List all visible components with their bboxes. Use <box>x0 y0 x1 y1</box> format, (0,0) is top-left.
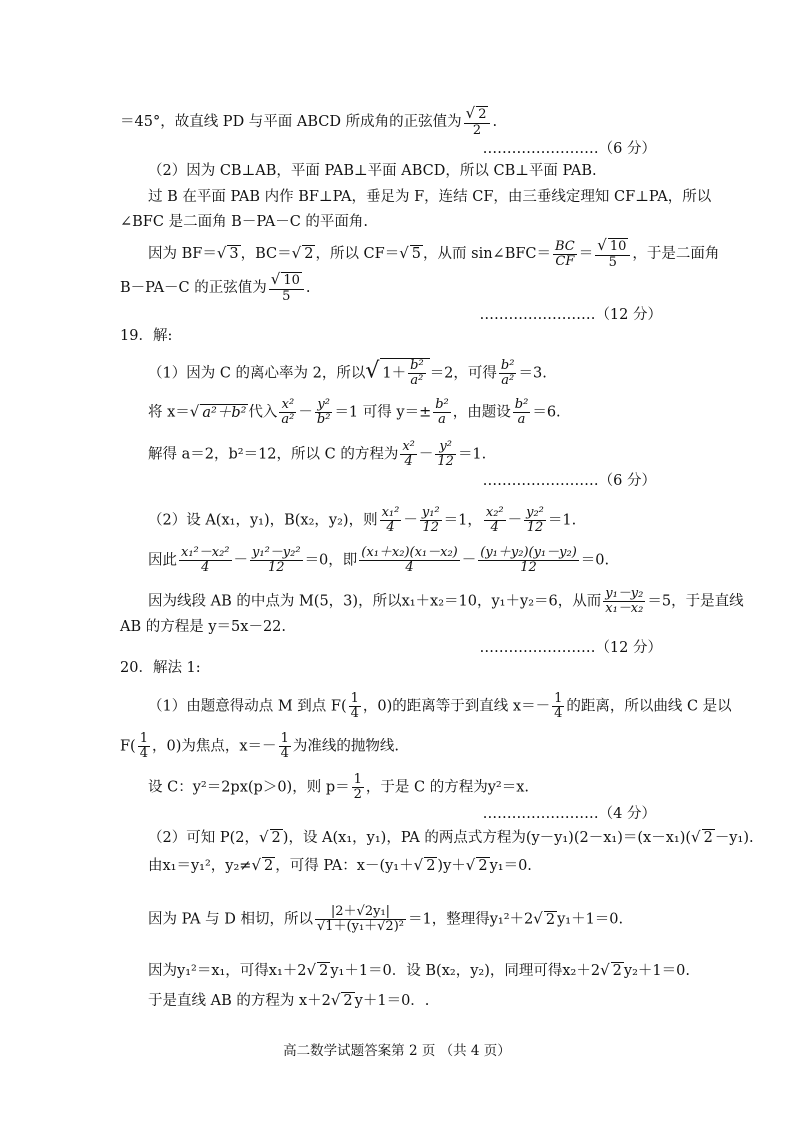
denominator: 12 <box>526 520 544 535</box>
p20-line-1 <box>148 692 732 721</box>
denominator: x₁－x₂ <box>605 601 644 616</box>
fraction <box>513 398 531 427</box>
numerator: 1 <box>554 691 563 706</box>
text: 因为线段 AB 的中点为 M(5，3)，所以x₁＋x₂＝10，y₁＋y₂＝6，从而 <box>148 593 602 610</box>
text: － <box>403 512 418 529</box>
fraction <box>478 546 579 575</box>
text: ＝2，可得 <box>429 365 497 382</box>
p20-line-4: （2）可知 P(2，√ 2 )，设 A(x₁，y₁)，PA 的两点式方程为(y－y₁)(2－x₁)＝(x－x₁)(√ 2 －y₁). <box>148 828 754 846</box>
text: （1）因为 C 的离心率为 2，所以 <box>148 365 366 382</box>
sqrt: 2 <box>271 830 281 846</box>
numerator: y₂² <box>526 505 544 520</box>
sqrt: 2 <box>478 107 487 122</box>
denominator: a <box>517 412 526 427</box>
text: － <box>233 552 249 569</box>
fraction <box>435 440 456 469</box>
numerator: y² <box>435 440 456 455</box>
numerator: b² <box>410 358 424 373</box>
fraction <box>315 398 333 427</box>
text: 1＋ <box>382 365 407 382</box>
text: （2）可知 P(2， <box>148 830 259 846</box>
text: ，由题设 <box>452 404 511 421</box>
fraction <box>359 546 459 575</box>
text: 为准线的抛物线. <box>292 738 399 755</box>
sqrt <box>380 358 429 388</box>
numerator: b² <box>500 358 515 373</box>
text: y₁＋1＝0. <box>557 911 624 928</box>
p18-line-1: ＝45°，故直线 PD 与平面 ABCD 所成角的正弦值为 $\frac{√ 2}{2}$ . <box>120 104 498 138</box>
numerator: BC <box>555 238 575 254</box>
text: y₂＋1＝0. <box>623 963 690 979</box>
text: 将 x＝ <box>148 404 190 421</box>
sqrt: 2 <box>426 858 436 874</box>
denominator: 12 <box>268 560 285 575</box>
text: ＝3. <box>518 365 547 382</box>
denominator: 4 <box>350 706 359 721</box>
numerator: y₁²－y₂² <box>252 545 301 560</box>
text: ＝6. <box>532 404 561 421</box>
p20-heading: 20．解法 1: <box>120 660 201 676</box>
text: ，0)为焦点，x＝－ <box>152 738 277 755</box>
denominator: √1＋(y₁＋√2)² <box>316 919 404 934</box>
fraction <box>250 546 303 575</box>
denominator: b² <box>316 412 331 427</box>
fraction <box>179 546 232 575</box>
text: 设 C：y²＝2px(p＞0)，则 p＝ <box>148 779 350 796</box>
denominator: a² <box>410 373 424 388</box>
text: ＝5，于是直线 <box>647 593 744 610</box>
text: y＋1＝0．. <box>354 993 430 1009</box>
fraction <box>408 359 426 388</box>
p18-line-2: （2）因为 CB⊥AB，平面 PAB⊥平面 ABCD，所以 CB⊥平面 PAB. <box>148 163 597 179</box>
sqrt: 10 <box>609 239 627 254</box>
numerator: x₂² <box>485 505 504 520</box>
numerator: b² <box>435 397 449 412</box>
text: . <box>305 280 311 296</box>
fraction <box>352 773 364 802</box>
p20-line-6: 因为 PA 与 D 相切，所以 $\frac{\text{|2＋√2y₁|}}{\text{√1＋(y₁＋√2)²}}$ ＝1，整理得y₁²＋2√ 2 y₁＋1＝0. <box>148 904 624 934</box>
sqrt: 2 <box>478 858 488 874</box>
numerator: 1 <box>280 731 289 746</box>
sqrt: a²＋b² <box>202 404 247 421</box>
text: ＝45°，故直线 PD 与平面 ABCD 所成角的正弦值为 <box>120 114 462 130</box>
fraction: $\frac{√ 10}{5}$ <box>269 272 304 304</box>
score-4: ……………………（4 分） <box>482 806 656 822</box>
denominator: a <box>438 412 446 427</box>
text: ＝1. <box>457 446 487 463</box>
text: ，从而 sin∠BFC＝ <box>423 246 552 262</box>
fraction: $\frac{√ 2}{2}$ <box>464 106 491 138</box>
p18-line-5: 因为 BF＝√ 3 ，BC＝√ 2 ，所以 CF＝√ 5 ，从而 sin∠BFC＝ $\frac{BC}{CF}$ ＝ $\frac{√ 10}{5}$ ，于是二面角 <box>148 236 720 270</box>
text: ，可得 PA：x－(y₁＋ <box>275 858 414 874</box>
p19-line-1: （1）因为 C 的离心率为 2，所以√ 1＋ $\frac{\text{b²}}{\text{a²}}$ ＝2，可得 $\frac{\text{b²}}{\text{a²}}$ ＝3. <box>148 358 547 388</box>
denominator: 4 <box>139 746 148 761</box>
denominator: 12 <box>437 454 454 469</box>
denominator: 4 <box>490 520 499 535</box>
numerator: 1 <box>353 772 362 787</box>
p20-line-8: 于是直线 AB 的方程为 x＋2√ 2 y＋1＝0．. <box>148 991 430 1009</box>
sqrt: 5 <box>411 246 422 262</box>
fraction <box>279 398 296 427</box>
text: －y₁). <box>714 830 754 846</box>
numerator: 1 <box>350 691 359 706</box>
fraction <box>553 240 577 269</box>
page-footer: 高二数学试题答案第 2 页 （共 4 页） <box>283 1043 511 1059</box>
sqrt: 10 <box>283 273 300 288</box>
fraction <box>279 732 291 761</box>
denominator: 4 <box>405 560 414 575</box>
fraction <box>524 506 546 535</box>
text: ＝1，整理得y₁²＋2 <box>408 911 534 928</box>
p19-line-6 <box>148 587 744 616</box>
sqrt: 2 <box>343 993 353 1009</box>
sqrt: 2 <box>545 911 556 928</box>
text: － <box>298 404 313 421</box>
numerator: (y₁＋y₂)(y₁－y₂) <box>480 545 577 560</box>
numerator: x₁² <box>381 505 400 520</box>
p20-line-3 <box>148 773 529 802</box>
sqrt: 2 <box>612 963 622 979</box>
text: － <box>418 446 434 463</box>
denominator: 4 <box>554 706 563 721</box>
text: y₁＝0. <box>489 858 532 874</box>
text: － <box>507 512 523 529</box>
sqrt: 2 <box>264 858 274 874</box>
text: B－PA－C 的正弦值为 <box>120 280 267 296</box>
fraction <box>420 506 442 535</box>
score-6: ……………………（6 分） <box>482 141 656 157</box>
text: ，于是 C 的方程为y²＝x. <box>365 779 529 796</box>
numerator: x² <box>402 439 415 454</box>
p19-line-3 <box>148 440 486 469</box>
numerator: y² <box>315 398 333 413</box>
text: 因此 <box>148 552 177 569</box>
fraction <box>433 398 451 427</box>
score-12: ……………………（12 分） <box>479 640 662 656</box>
denominator: 4 <box>280 746 289 761</box>
denominator: a² <box>501 373 515 388</box>
denominator: CF <box>555 253 575 269</box>
fraction <box>603 587 645 616</box>
p18-line-6 <box>120 272 310 304</box>
text: ，0)的距离等于到直线 x＝－ <box>362 698 551 715</box>
sqrt: 2 <box>703 830 713 846</box>
fraction <box>552 692 564 721</box>
text: )y＋ <box>437 858 466 874</box>
denominator: 4 <box>386 520 395 535</box>
text: y₁＋1＝0．设 B(x₂，y₂)，同理可得x₂＋2 <box>330 963 601 979</box>
fraction <box>380 506 402 535</box>
text: ，BC＝ <box>240 246 292 262</box>
text: 因为y₁²＝x₁，可得x₁＋2 <box>148 963 307 979</box>
denominator: 4 <box>404 454 413 469</box>
p20-line-2 <box>120 732 399 761</box>
score-6: ……………………（6 分） <box>482 473 656 489</box>
sqrt: 2 <box>304 246 314 262</box>
p19-line-7: AB 的方程是 y＝5x－22. <box>120 619 286 635</box>
text: ，于是二面角 <box>632 246 720 262</box>
denominator: 12 <box>422 520 439 535</box>
denominator: 2 <box>353 787 362 802</box>
sqrt: 3 <box>229 246 239 262</box>
text: （2）设 A(x₁，y₁)，B(x₂，y₂)，则 <box>148 512 378 529</box>
fraction <box>315 905 406 934</box>
text: ＝ <box>578 246 594 262</box>
fraction <box>138 732 150 761</box>
denominator: 2 <box>472 123 482 138</box>
p19-line-4 <box>148 506 576 535</box>
denominator: 12 <box>520 560 537 575</box>
text: )，设 A(x₁，y₁)，PA 的两点式方程为(y－y₁)(2－x₁)＝(x－x₁)( <box>282 830 692 846</box>
sqrt: 2 <box>319 963 329 979</box>
fraction: $\frac{√ 10}{5}$ <box>595 238 630 270</box>
text: 于是直线 AB 的方程为 x＋2 <box>148 993 331 1009</box>
numerator: (x₁＋x₂)(x₁－x₂) <box>361 545 458 560</box>
text: 的距离，所以曲线 C 是以 <box>566 698 732 715</box>
numerator: y₁－y₂ <box>605 586 644 601</box>
text: ＝1， <box>443 512 482 529</box>
numerator: b² <box>514 397 529 412</box>
text: ，所以 CF＝ <box>315 246 400 262</box>
denominator: 4 <box>201 560 210 575</box>
numerator: x² <box>279 398 296 413</box>
text: 由x₁＝y₁²，y₂≠ <box>148 858 252 874</box>
denominator: 5 <box>282 289 291 304</box>
score-12: ……………………（12 分） <box>479 307 662 323</box>
text: ＝0，即 <box>304 552 358 569</box>
text: 因为 BF＝ <box>148 246 217 262</box>
fraction <box>400 440 417 469</box>
p20-line-5: 由x₁＝y₁²，y₂≠√ 2 ，可得 PA：x－(y₁＋√ 2 )y＋√ 2 y₁＝0. <box>148 856 532 874</box>
text: ＝1. <box>547 512 577 529</box>
p18-line-4: ∠BFC 是二面角 B－PA－C 的平面角. <box>120 214 369 230</box>
text: － <box>461 552 477 569</box>
text: 代入 <box>248 404 278 421</box>
p19-line-2: 将 x＝√ a²＋b² 代入 $\frac{\text{x²}}{\text{a²}}$ － $\frac{\text{y²}}{\text{b²}}$ ＝1 可得 y＝± $\frac{\text{b²}}{a}$ ，由题设 $\frac{\text{b²}}{a}$ ＝6. <box>148 397 561 427</box>
p20-line-7: 因为y₁²＝x₁，可得x₁＋2√ 2 y₁＋1＝0．设 B(x₂，y₂)，同理可得x₂＋2√ 2 y₂＋1＝0. <box>148 961 690 979</box>
denominator: 5 <box>608 255 617 270</box>
p18-line-3: 过 B 在平面 PAB 内作 BF⊥PA，垂足为 F，连结 CF，由三垂线定理知 CF⊥PA，所以 <box>148 189 712 205</box>
text: 因为 PA 与 D 相切，所以 <box>148 911 313 928</box>
numerator: |2＋√2y₁| <box>315 905 406 920</box>
denominator: a² <box>281 412 295 427</box>
text: ＝0. <box>580 552 610 569</box>
text: ＝1 可得 y＝± <box>334 404 432 421</box>
p19-heading: 19．解: <box>120 328 173 344</box>
fraction <box>484 506 506 535</box>
text: F( <box>120 738 136 755</box>
numerator: y₁² <box>421 505 440 520</box>
p19-line-5 <box>148 546 609 575</box>
numerator: x₁²－x₂² <box>181 545 230 560</box>
fraction <box>349 692 361 721</box>
fraction <box>499 359 517 388</box>
numerator: 1 <box>139 731 148 746</box>
text: （1）由题意得动点 M 到点 F( <box>148 698 347 715</box>
text: 解得 a＝2，b²＝12，所以 C 的方程为 <box>148 446 399 463</box>
